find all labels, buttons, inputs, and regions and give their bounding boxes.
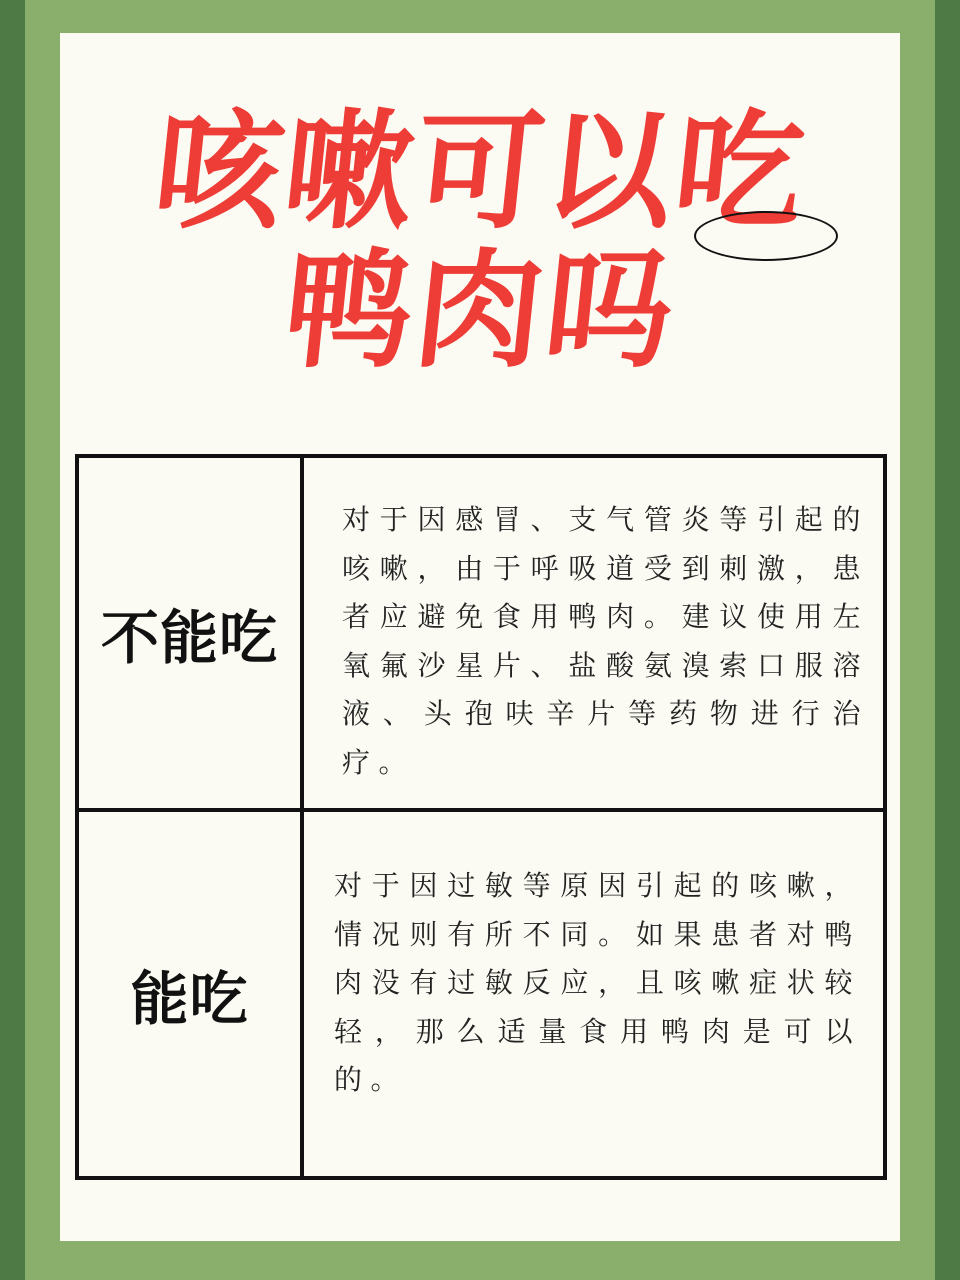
- row-text: 对于因过敏等原因引起的咳嗽，情况则有所不同。如果患者对鸭肉没有过敏反应，且咳嗽症状较轻，那么适量食用鸭肉是可以的。: [334, 869, 861, 1096]
- table-row-can-eat: [79, 812, 883, 1176]
- row-text: 对于因感冒、支气管炎等引起的咳嗽，由于呼吸道受到刺激，患者应避免食用鸭肉。建议使用左氧氟沙星片、盐酸氨溴索口服溶液、头孢呋辛片等药物进行治疗。: [342, 503, 869, 779]
- title-line-1: 咳嗽可以吃: [147, 97, 813, 247]
- label-cell: [79, 458, 304, 808]
- text-cell: [304, 458, 883, 808]
- row-label: 不能吃: [100, 604, 278, 672]
- table-row-cannot-eat: [79, 458, 883, 812]
- title-line-2: 鸭肉吗: [277, 236, 683, 386]
- row-label: 能吃: [130, 965, 249, 1033]
- label-cell: [79, 812, 304, 1176]
- decorative-ellipse: [694, 211, 838, 261]
- info-table: [75, 454, 887, 1180]
- text-cell: [304, 812, 883, 1176]
